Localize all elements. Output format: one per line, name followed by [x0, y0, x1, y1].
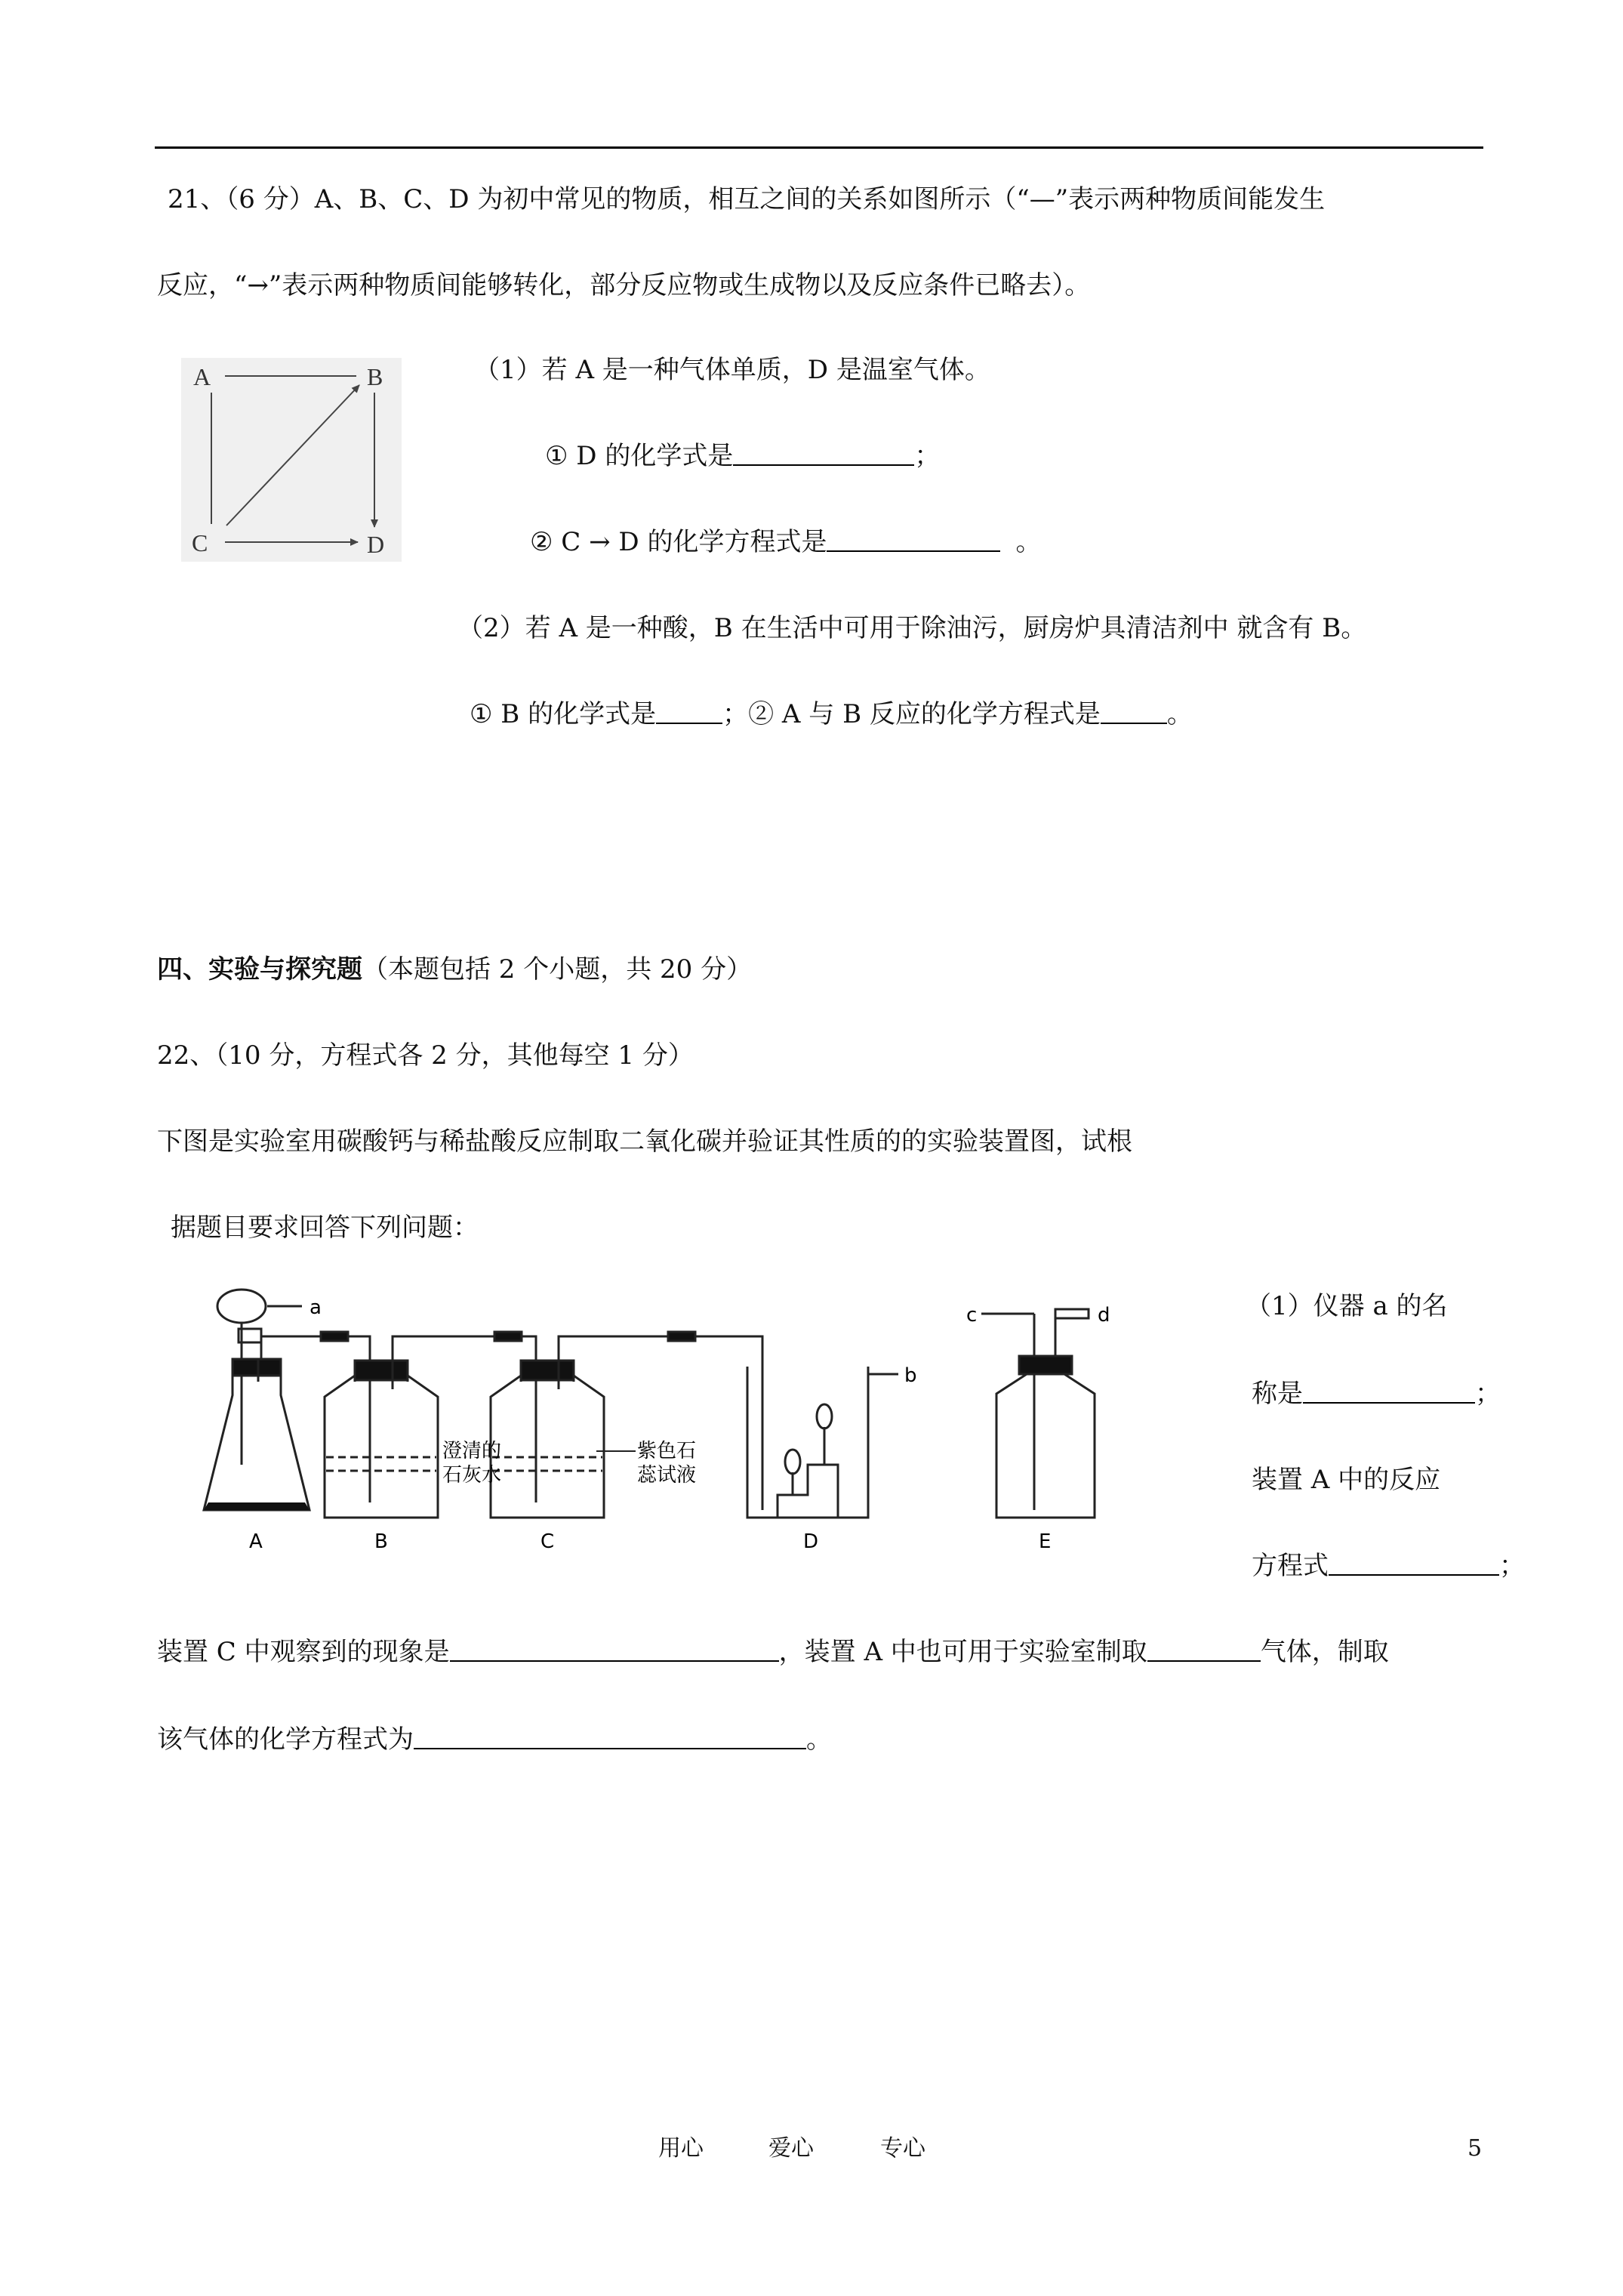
bottle-e	[996, 1374, 1095, 1518]
arrow-c-b	[226, 385, 359, 525]
q21-part1-q1-end: ；	[914, 441, 941, 471]
section-heading	[157, 954, 752, 985]
answer-blank[interactable]	[1147, 1638, 1261, 1662]
q21-line2: 反应，“→”表示两种物质间能够转化，部分反应物或生成物以及反应条件已略去）。	[157, 270, 1091, 300]
label-limewater-1: 澄清的	[442, 1440, 502, 1462]
tube-d	[1055, 1309, 1089, 1318]
footer-word-1: 用心	[658, 2135, 704, 2162]
q22-intro1: 下图是实验室用碳酸钙与稀盐酸反应制取二氧化碳并验证其性质的的实验装置图，试根	[157, 1126, 1132, 1157]
q22-header: 22、（10 分，方程式各 2 分，其他每空 1 分）	[157, 1040, 694, 1071]
label-litmus-1: 紫色石	[637, 1440, 697, 1462]
q22-bottom2	[157, 1724, 832, 1755]
q22-right3: 装置 A 中的反应	[1252, 1465, 1441, 1495]
label-b: b	[904, 1364, 917, 1387]
q22-bottom2-end: 。	[806, 1724, 832, 1755]
section-note: （本题包括 2 个小题，共 20 分）	[362, 954, 753, 985]
answer-blank[interactable]	[1329, 1552, 1499, 1576]
connector	[321, 1332, 348, 1341]
q21-part2-intro: （2）若 A 是一种酸，B 在生活中可用于除油污，厨房炉具清洁剂中 就含有 B。	[457, 613, 1367, 643]
funnel-bulb	[217, 1290, 266, 1323]
answer-blank[interactable]	[414, 1725, 806, 1749]
node-b: B	[367, 363, 383, 390]
q21-part1-q2-end: 。	[1015, 527, 1042, 557]
q22-bottom1-end: 气体，制取	[1260, 1637, 1389, 1667]
q22-right1: （1）仪器 a 的名	[1246, 1291, 1448, 1321]
header-rule	[155, 146, 1483, 149]
q22-right4-text: 方程式	[1252, 1551, 1329, 1581]
q21-part1-q2-text: ② C → D 的化学方程式是	[530, 527, 827, 557]
label-fig-a: A	[249, 1530, 263, 1553]
q22-right2-text: 称是	[1252, 1379, 1303, 1409]
stopper-c	[521, 1361, 574, 1380]
label-fig-e: E	[1039, 1530, 1052, 1553]
q22-bottom2-text: 该气体的化学方程式为	[157, 1724, 414, 1755]
q21-part1-q2	[530, 527, 1041, 557]
q22-right2	[1252, 1379, 1501, 1409]
answer-blank[interactable]	[733, 442, 914, 466]
label-fig-c: C	[540, 1530, 555, 1553]
stopper-e	[1019, 1356, 1072, 1374]
answer-blank[interactable]	[1101, 700, 1167, 724]
bottle-c	[491, 1376, 604, 1518]
node-d: D	[367, 531, 385, 558]
q22-bottom1	[157, 1637, 1389, 1667]
calcium-carbonate	[204, 1502, 310, 1510]
label-litmus-2: 蕊试液	[637, 1464, 697, 1487]
q21-part2-q2-end: 。	[1166, 699, 1193, 729]
flame-low	[785, 1450, 800, 1474]
q21-part2-q1-text: ① B 的化学式是	[470, 699, 657, 729]
q22-right4	[1252, 1551, 1525, 1581]
footer-word-2: 爱心	[768, 2135, 814, 2162]
apparatus-figure	[189, 1284, 1230, 1570]
q22-right2-end: ；	[1475, 1379, 1501, 1409]
q22-bottom1-mid: ，装置 A 中也可用于实验室制取	[778, 1637, 1147, 1667]
connector	[668, 1332, 695, 1341]
label-fig-d: D	[803, 1530, 819, 1553]
relation-diagram	[181, 358, 402, 562]
stopper-a	[233, 1359, 281, 1376]
q21-part1-q1	[545, 441, 940, 471]
connector	[494, 1332, 522, 1341]
flask-a	[204, 1367, 310, 1510]
label-a: a	[310, 1296, 322, 1319]
candle-steps	[778, 1465, 838, 1518]
answer-blank[interactable]	[450, 1638, 779, 1662]
q21-part2-q2-text: ；② A 与 B 反应的化学方程式是	[722, 699, 1101, 729]
label-fig-b: B	[374, 1530, 388, 1553]
answer-blank[interactable]	[1303, 1379, 1475, 1404]
answer-blank[interactable]	[827, 528, 1000, 552]
q22-bottom1-text: 装置 C 中观察到的现象是	[157, 1637, 450, 1667]
label-limewater-2: 石灰水	[442, 1464, 502, 1487]
stopper-b	[355, 1361, 408, 1380]
flame-high	[817, 1404, 832, 1428]
label-d: d	[1098, 1304, 1110, 1327]
q21-part1-intro: （1）若 A 是一种气体单质，D 是温室气体。	[474, 355, 990, 385]
tube-a-b	[261, 1336, 370, 1361]
node-c: C	[192, 529, 208, 556]
bottle-b	[325, 1376, 438, 1518]
q21-part2-q1	[470, 699, 1193, 729]
q22-intro2: 据题目要求回答下列问题：	[171, 1213, 479, 1243]
q22-right4-end: ；	[1499, 1551, 1525, 1581]
answer-blank[interactable]	[656, 700, 722, 724]
page-number: 5	[1467, 2135, 1483, 2162]
section-title: 四、实验与探究题	[157, 954, 362, 985]
q21-part1-q1-text: ① D 的化学式是	[545, 441, 734, 471]
node-a: A	[193, 363, 211, 390]
footer-word-3: 专心	[880, 2135, 925, 2162]
q21-line1: 21、（6 分）A、B、C、D 为初中常见的物质，相互之间的关系如图所示（“—”表示两种物质间能发生	[168, 184, 1326, 214]
label-c: c	[966, 1304, 978, 1327]
